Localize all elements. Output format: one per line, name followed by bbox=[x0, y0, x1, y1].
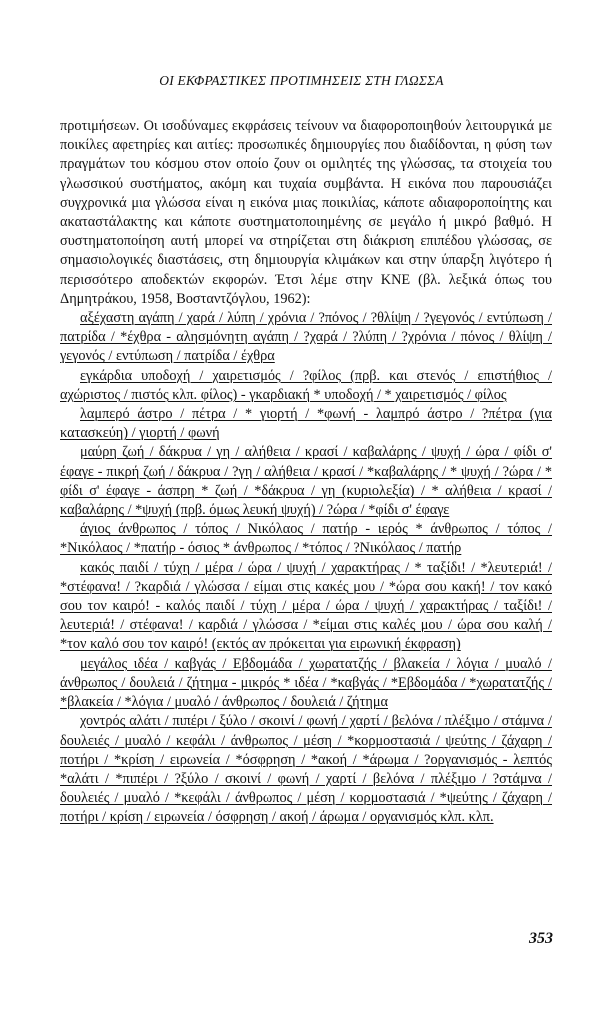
running-header: ΟΙ ΕΚΦΡΑΣΤΙΚΕΣ ΠΡΟΤΙΜΗΣΕΙΣ ΣΤΗ ΓΛΩΣΣΑ bbox=[159, 73, 444, 88]
example-entry: μαύρη ζωή / δάκρυα / γη / αλήθεια / κρασί / καβαλάρης / ψυχή / ώρα / φίδι σ' έφαγε - πικρή ζωή / δάκρυα / ?γη / αλήθεια / κρασί / *καβαλάρης / * ψυχή / ?ώρα / * φίδι σ' έφαγε - άσπρη * ζωή / *δάκρυα / γη (κυριολεξία) / * αλήθεια / κρασί / καβαλάρης / *ψυχή (πρβ. όμως λευκή ψυχή) / ?ώρα / *φίδι σ' έφαγε bbox=[60, 444, 552, 519]
example-entry: κακός παιδί / τύχη / μέρα / ώρα / ψυχή / χαρακτήρας / * ταξίδι! / *λευτεριά! / *στέφανα! / ?καρδιά / γλώσσα / είμαι στις κακές μου / *ώρα σου κακή! / τον κακό σου τον καιρό! - καλός παιδί / τύχη / μέρα / ώρα / ψυχή / χαρακτήρας / ταξίδι! / λευτεριά! / στέφανα! / καρδιά / γλώσσα / *είμαι στις καλές μου / ώρα σου καλή / *τον καλό σου τον καιρό! (εκτός αν πρόκειται για ειρωνική έκφραση) bbox=[60, 559, 552, 653]
example-entry: εγκάρδια υποδοχή / χαιρετισμός / ?φίλος (πρβ. και στενός / επιστήθιος / αχώριστος / πιστός κλπ. φίλος) - γκαρδιακή * υποδοχή / * χαιρετισμός / φίλος bbox=[60, 367, 552, 403]
body-paragraph: προτιμήσεων. Οι ισοδύναμες εκφράσεις τείνουν να διαφοροποιηθούν λειτουργικά με ποικίλες αφετηρίες και αιτίες: προσωπικές δημιουργίες που διαδίδονται, η φύση των πραγμάτων του κόσμου στον οποίο ζουν οι ομιλητές της γλώσσας, τα στοιχεία του γλωσσικού συστήματος, ακόμη και τυχαία συμβάντα. Η εικόνα που παρουσιάζει συγχρονικά μια γλώσσα είναι η εικόνα μιας ποικιλίας, κάποτε αδιαφοροποίητης και ακαταστάλακτης και κάποτε συστηματοποιημένης σε μεγάλο ή μικρό βαθμό. Η συστηματοποίηση αυτή μπορεί να στηρίζεται στη διάκριση επιπέδου γλώσσας, σε σημασιολογικές διαστάσεις, στη δημιουργία κλιμάκων και στην ύπαρξη λιγότερο ή περισσότερο αποδεκτών εκφορών. Έτσι λέμε στην ΚΝΕ (βλ. λεξικά όπως του Δημητράκου, 1958, Βοσταντζόγλου, 1962): bbox=[60, 118, 552, 307]
page-number: 353 bbox=[529, 930, 553, 947]
example-entry: χοντρός αλάτι / πιπέρι / ξύλο / σκοινί / φωνή / χαρτί / βελόνα / πλέξιμο / στάμνα / δουλειές / μυαλό / κεφάλι / άνθρωπος / μέση / *κορμοστασιά / ψεύτης / ζάχαρη / ποτήρι / *κρίση / ειρωνεία / *όσφρηση / *ακοή / *άρωμα / ?οργανισμός - λεπτός *αλάτι / *πιπέρι / ?ξύλο / σκοινί / φωνή / χαρτί / βελόνα / πλέξιμο / ?στάμνα / δουλειές / μυαλό / *κεφάλι / άνθρωπος / μέση / κορμοστασιά / *ψεύτης / ζάχαρη / ποτήρι / κρίση / ειρωνεία / όσφρηση / ακοή / άρωμα / οργανισμός κλπ. κλπ. bbox=[60, 713, 552, 826]
page-body bbox=[60, 117, 552, 828]
example-entry: λαμπερό άστρο / πέτρα / * γιορτή / *φωνή - λαμπρό άστρο / ?πέτρα (για κατασκεύη) / γιορτή / φωνή bbox=[60, 406, 552, 442]
example-entry: αξέχαστη αγάπη / χαρά / λύπη / χρόνια / ?πόνος / ?θλίψη / ?γεγονός / εντύπωση / πατρίδα / *έχθρα - αλησμόνητη αγάπη / ?χαρά / ?λύπη / ?χρόνια / πόνος / θλίψη / γεγονός / εντύπωση / πατρίδα / έχθρα bbox=[60, 310, 552, 365]
example-entry: μεγάλος ιδέα / καβγάς / Εβδομάδα / χωρατατζής / βλακεία / λόγια / μυαλό / άνθρωπος / δουλειά / ζήτημα - μικρός * ιδέα / *καβγάς / *Εβδομάδα / *χωρατατζής / *βλακεία / *λόγια / μυαλό / άνθρωπος / δουλειά / ζήτημα bbox=[60, 655, 552, 711]
example-entry: άγιος άνθρωπος / τόπος / Νικόλαος / πατήρ - ιερός * άνθρωπος / τόπος / *Νικόλαος / *πατήρ - όσιος * άνθρωπος / *τόπος / ?Νικόλαος / πατήρ bbox=[60, 521, 552, 557]
